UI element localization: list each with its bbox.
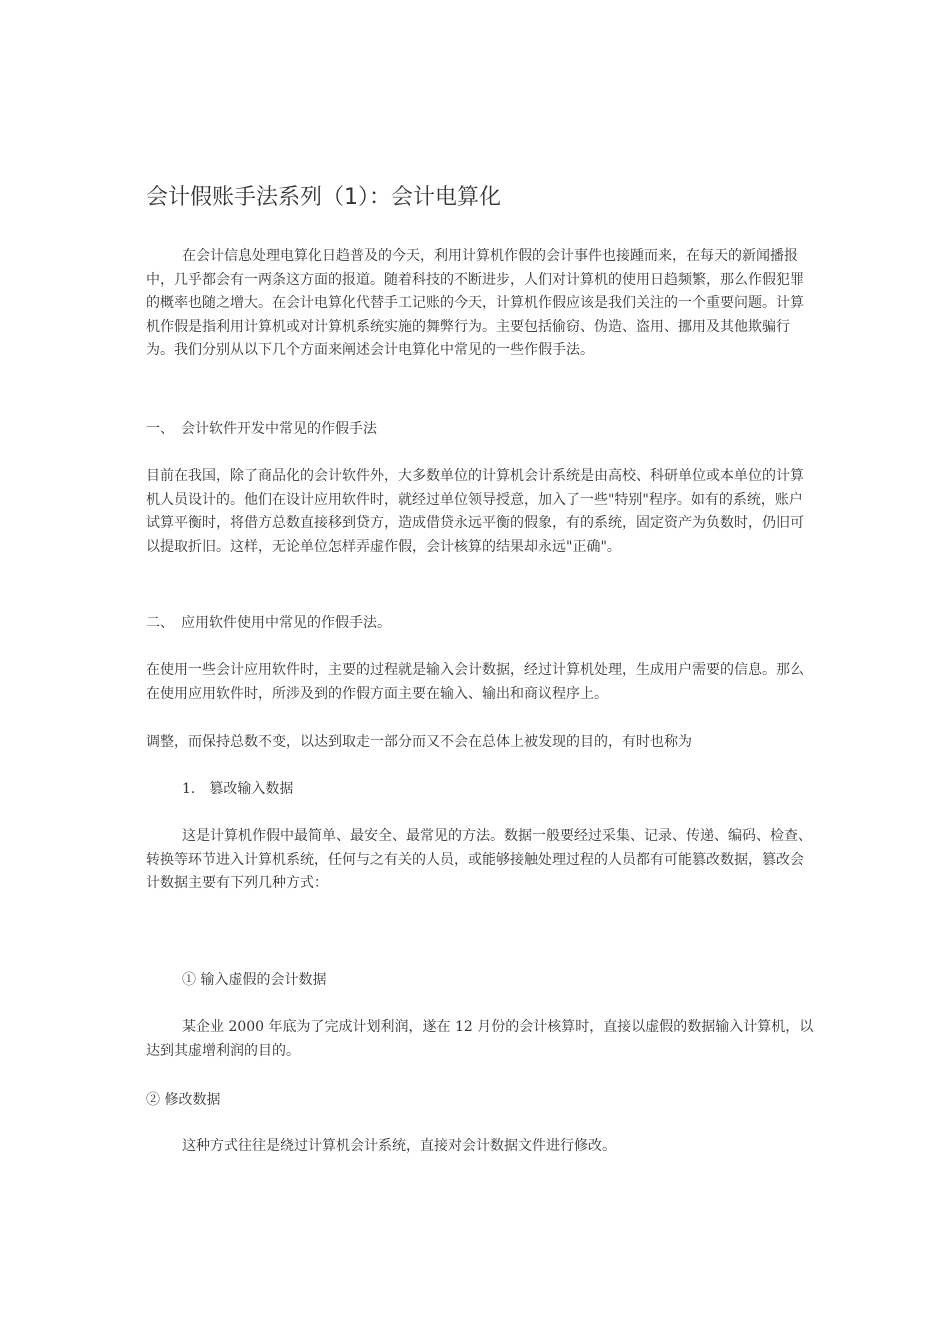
sub1-paragraph: 某企业 2000 年底为了完成计划利润，遂在 12 月份的会计核算时，直接以虚假的数据输入计算机，以达到其虚增利润的目的。 <box>146 1019 814 1059</box>
sub2-heading: ② 修改数据 <box>146 1092 221 1108</box>
item1-paragraph: 这是计算机作假中最简单、最安全、最常见的方法。数据一般要经过采集、记录、传递、编码、检查、转换等环节进入计算机系统，任何与之有关的人员，或能够接触处理过程的人员都有可能篡改数据，篡改会计数据主要有下列几种方式： <box>146 828 812 892</box>
section1-paragraph: 目前在我国，除了商品化的会计软件外，大多数单位的计算机会计系统是由高校、科研单位或本单位的计算机人员设计的。他们在设计应用软件时，就经过单位领导授意，加入了一些"特别"程序。如有的系统，账户试算平衡时，将借方总数直接移到贷方，造成借贷永远平衡的假象，有的系统，固定资产为负数时，仍旧可以提取折旧。这样，无论单位怎样弄虚作假，会计核算的结果却永远"正确"。 <box>146 468 804 555</box>
intro-paragraph: 在会计信息处理电算化日趋普及的今天，利用计算机作假的会计事件也接踵而来，在每天的新闻播报中，几乎都会有一两条这方面的报道。随着科技的不断进步，人们对计算机的使用日趋频繁，那么作假犯罪的概率也随之增大。在会计电算化代替手工记账的今天，计算机作假应该是我们关注的一个重要问题。计算机作假是指利用计算机或对计算机系统实施的舞弊行为。主要包括偷窃、伪造、盗用、挪用及其他欺骗行为。我们分别从以下几个方面来阐述会计电算化中常见的一些作假手法。 <box>146 248 804 359</box>
document-title: 会计假账手法系列（1）：会计电算化 <box>146 185 501 210</box>
section2-paragraph: 在使用一些会计应用软件时，主要的过程就是输入会计数据，经过计算机处理，生成用户需要的信息。那么在使用应用软件时，所涉及到的作假方面主要在输入、输出和商议程序上。 <box>146 662 804 702</box>
sub2-paragraph: 这种方式往往是绕过计算机会计系统，直接对会计数据文件进行修改。 <box>182 1138 616 1154</box>
item1-heading: 1. 篡改输入数据 <box>182 781 294 797</box>
fragment-paragraph: 调整，而保持总数不变，以达到取走一部分而又不会在总体上被发现的目的，有时也称为 <box>146 734 692 750</box>
section2-heading: 二、 应用软件使用中常见的作假手法。 <box>146 615 391 631</box>
sub1-heading: ① 输入虚假的会计数据 <box>182 972 327 988</box>
section1-heading: 一、 会计软件开发中常见的作假手法 <box>146 421 377 437</box>
